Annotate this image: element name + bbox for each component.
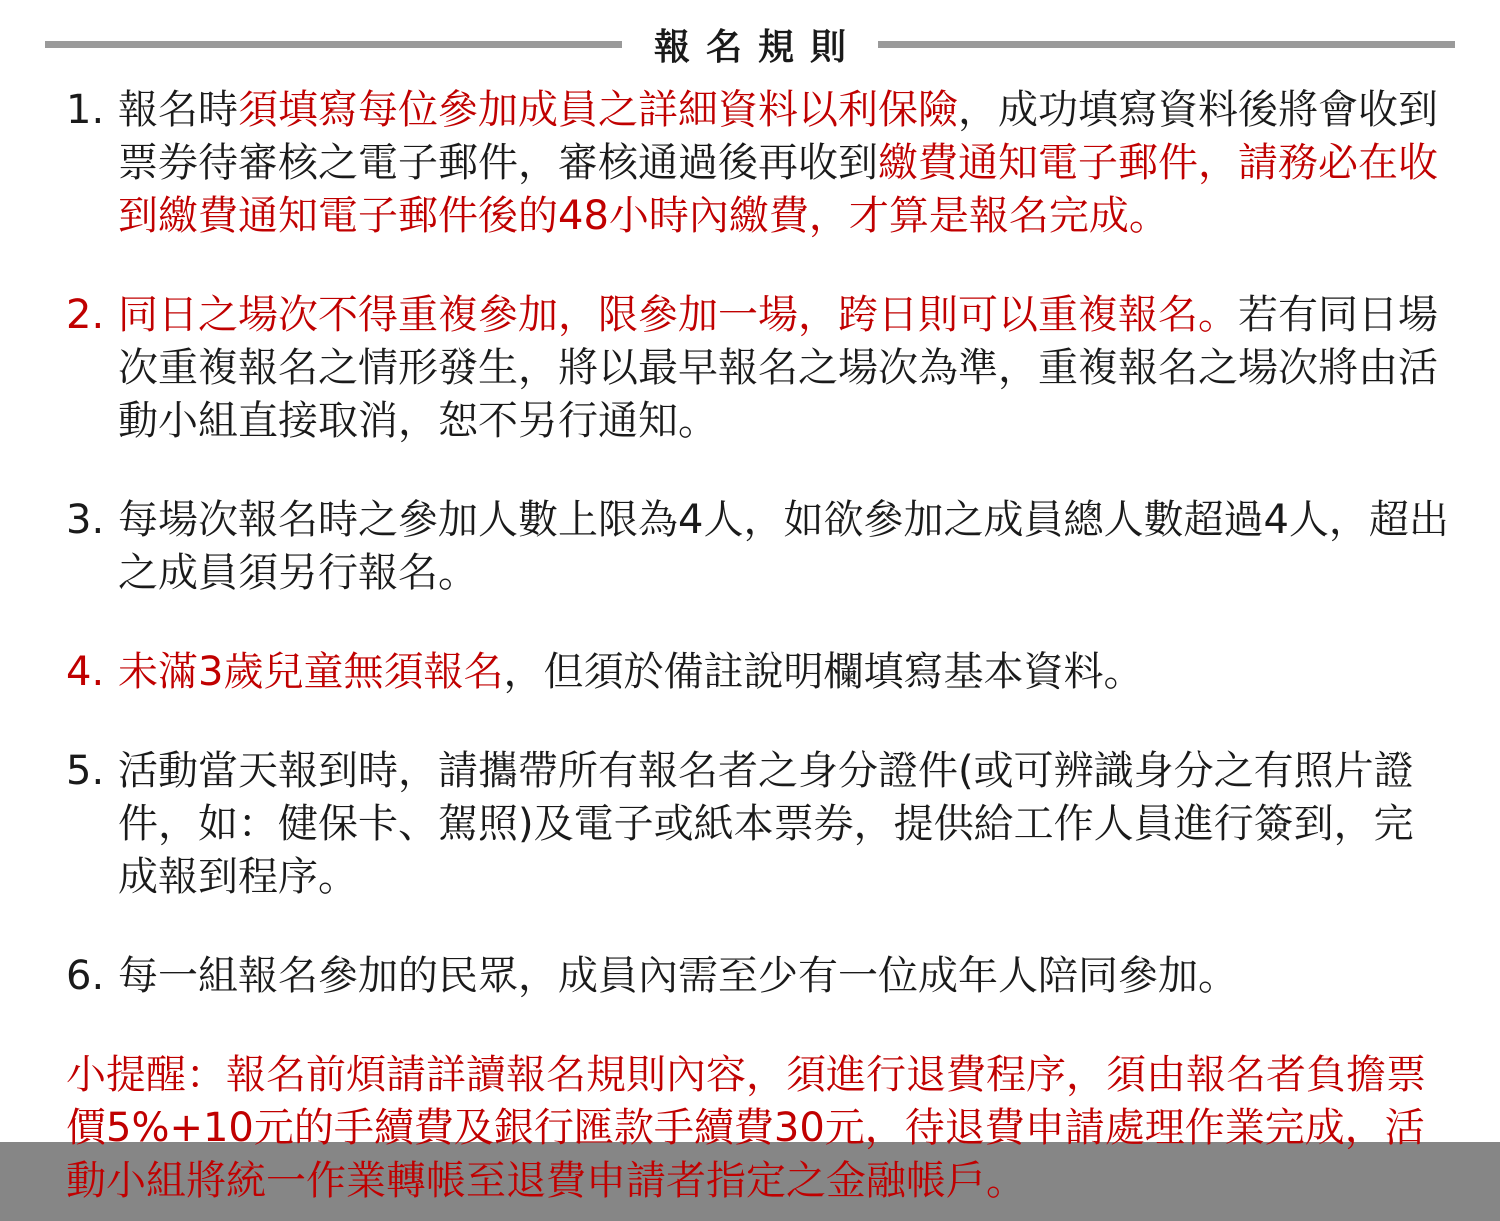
rule-number: 2. — [66, 292, 105, 338]
rule-segment: ，成功填寫資料後將會收到票券待審核之電子郵件，審核通過後再收到 — [118, 87, 1438, 186]
rule-number: 6. — [66, 953, 105, 999]
rule-segment: 每場次報名時之參加人數上限為4人，如欲參加之成員總人數超過4人，超出之成員須另行報名。 — [118, 497, 1449, 596]
rule-text — [118, 745, 1450, 904]
rule-segment: 報名時 — [118, 87, 238, 133]
rule-number: 4. — [66, 649, 105, 695]
rule-text — [118, 646, 1450, 699]
rule-number: 1. — [66, 87, 105, 133]
rule-segment: 須填寫每位參加成員之詳細資料以利保險 — [238, 87, 958, 133]
rule-text — [118, 494, 1450, 600]
rule-text — [118, 289, 1450, 448]
title-row — [0, 16, 1500, 72]
rule-item-5 — [66, 745, 1450, 904]
rule-segment: ，但須於備註說明欄填寫基本資料。 — [503, 649, 1144, 695]
rule-number: 5. — [66, 748, 105, 794]
page-title: 報名規則 — [654, 26, 863, 68]
rule-number: 3. — [66, 497, 105, 543]
rule-text — [118, 950, 1450, 1003]
rule-item-3 — [66, 494, 1450, 600]
rule-segment: 活動當天報到時，請攜帶所有報名者之身分證件(或可辨識身分之有照片證件，如：健保卡、駕照)及電子或紙本票券，提供給工作人員進行簽到，完成報到程序。 — [118, 748, 1414, 900]
rule-item-2 — [66, 289, 1450, 448]
rule-item-4 — [66, 646, 1450, 699]
rule-segment: 若有同日場次重複報名之情形發生，將以最早報名之場次為準，重複報名之場次將由活動小組直接取消，恕不另行通知。 — [118, 292, 1438, 444]
rule-segment: 每一組報名參加的民眾，成員內需至少有一位成年人陪同參加。 — [118, 953, 1238, 999]
rule-item-1 — [66, 84, 1450, 243]
registration-rules-page — [0, 16, 1500, 1221]
title-divider-right — [878, 41, 1455, 48]
rule-text — [118, 84, 1450, 243]
rule-segment: 繳費通知電子郵件，請務必在收到繳費通知電子郵件後的48小時內繳費，才算是報名完成。 — [118, 140, 1438, 239]
rules-list — [0, 72, 1500, 1003]
rule-segment: 未滿3歲兒童無須報名 — [118, 649, 504, 695]
reminder-note: 小提醒：報名前煩請詳讀報名規則內容，須進行退費程序，須由報名者負擔票價5%+10元的手續費及銀行匯款手續費30元，待退費申請處理作業完成，活動小組將統一作業轉帳至退費申請者指定之金融帳戶。 — [66, 1052, 1426, 1204]
rule-segment: 同日之場次不得重複參加，限參加一場，跨日則可以重複報名。 — [118, 292, 1238, 338]
title-divider-left — [45, 41, 622, 48]
rule-item-6 — [66, 950, 1450, 1003]
